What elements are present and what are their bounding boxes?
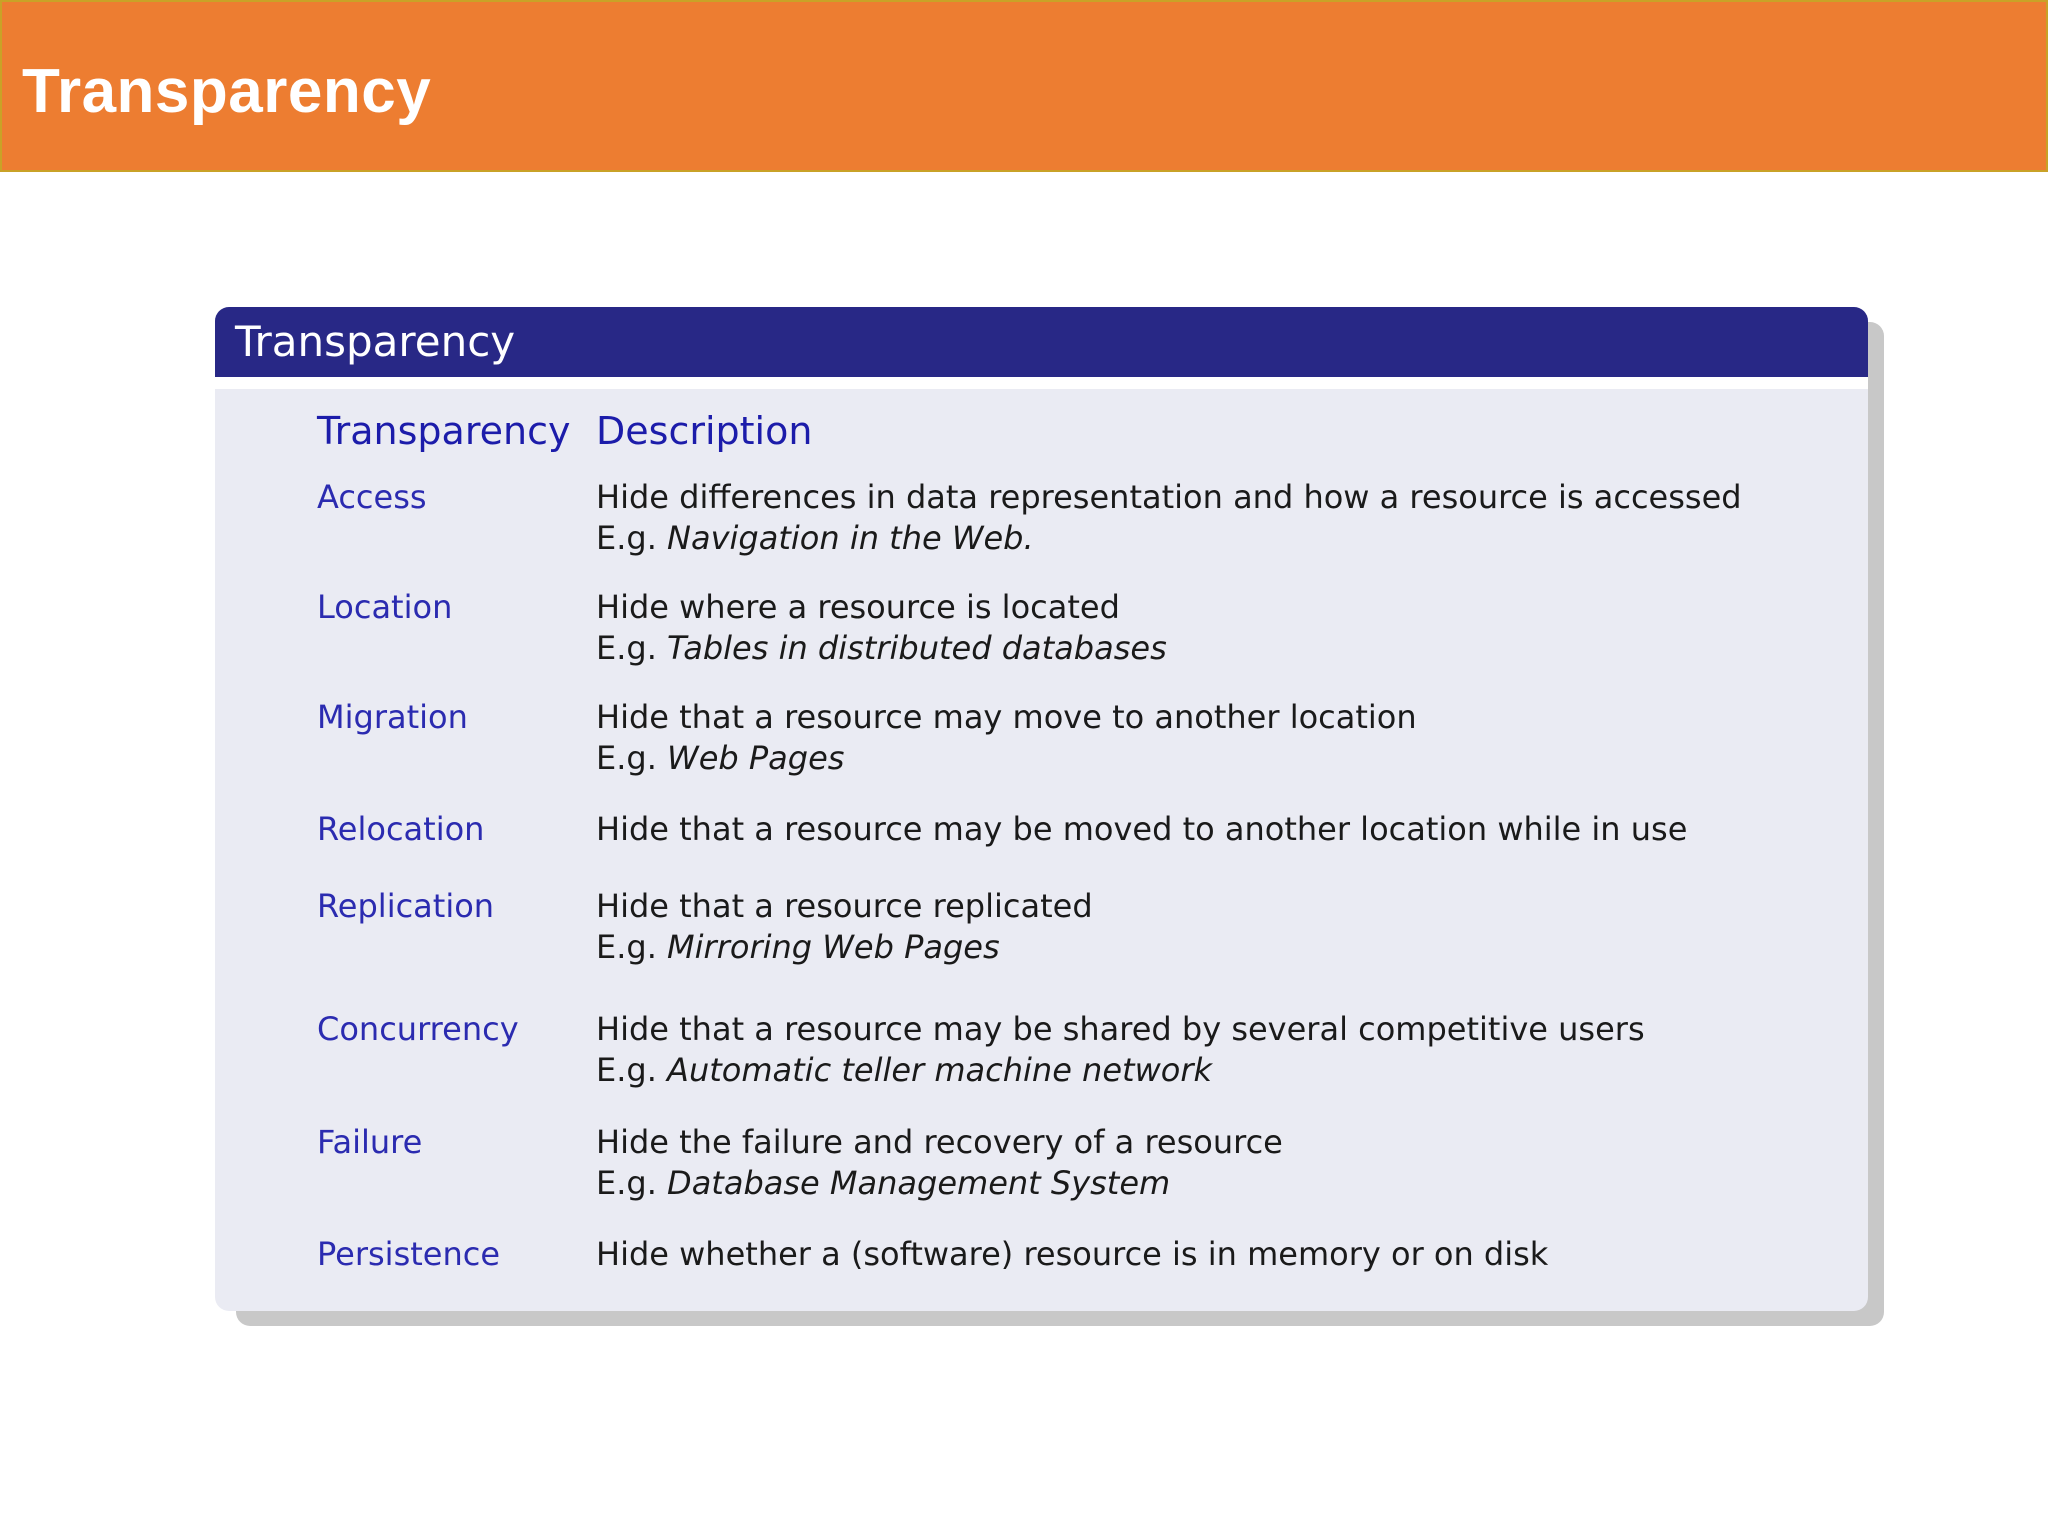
example-prefix: E.g. [596,629,657,667]
slide-header [0,0,2048,172]
row-term-persistence: Persistence [317,1235,501,1273]
row-description-access [596,477,1742,559]
row-term-relocation: Relocation [317,810,485,848]
row-description-persistence [596,1234,1548,1275]
description-text: Hide where a resource is located [596,588,1120,626]
column-header-description: Description [596,409,813,453]
block-header [215,307,1868,377]
example-prefix: E.g. [596,739,657,777]
description-text: Hide the failure and recovery of a resource [596,1123,1283,1161]
example-text: Automatic teller machine network [667,1051,1212,1089]
example-prefix: E.g. [596,519,657,557]
row-description-replication [596,886,1093,968]
row-term-access: Access [317,478,427,516]
example-line [596,1163,1283,1204]
example-line [596,738,1417,779]
row-term-concurrency: Concurrency [317,1010,519,1048]
example-text: Mirroring Web Pages [667,928,1000,966]
row-description-location [596,587,1167,669]
example-text: Navigation in the Web. [667,519,1034,557]
example-text: Web Pages [667,739,845,777]
example-prefix: E.g. [596,928,657,966]
example-line [596,1050,1645,1091]
example-prefix: E.g. [596,1164,657,1202]
block-header-gap [215,377,1868,389]
row-term-location: Location [317,588,453,626]
row-term-failure: Failure [317,1123,423,1161]
example-prefix: E.g. [596,1051,657,1089]
description-text: Hide that a resource may be moved to another location while in use [596,810,1688,848]
block-title: Transparency [235,317,516,366]
example-line [596,628,1167,669]
row-description-relocation [596,809,1687,850]
row-term-replication: Replication [317,887,495,925]
example-text: Tables in distributed databases [667,629,1167,667]
description-text: Hide differences in data representation and how a resource is accessed [596,478,1742,516]
row-description-concurrency [596,1009,1645,1091]
transparency-block [215,307,1868,1311]
example-line [596,518,1742,559]
description-text: Hide that a resource replicated [596,887,1093,925]
description-text: Hide that a resource may move to another location [596,698,1417,736]
slide-title: Transparency [22,57,432,126]
example-line [596,927,1093,968]
column-header-transparency: Transparency [317,409,571,453]
description-text: Hide that a resource may be shared by several competitive users [596,1010,1645,1048]
row-description-migration [596,697,1417,779]
example-text: Database Management System [667,1164,1171,1202]
description-text: Hide whether a (software) resource is in memory or on disk [596,1235,1549,1273]
row-description-failure [596,1122,1283,1204]
row-term-migration: Migration [317,698,468,736]
